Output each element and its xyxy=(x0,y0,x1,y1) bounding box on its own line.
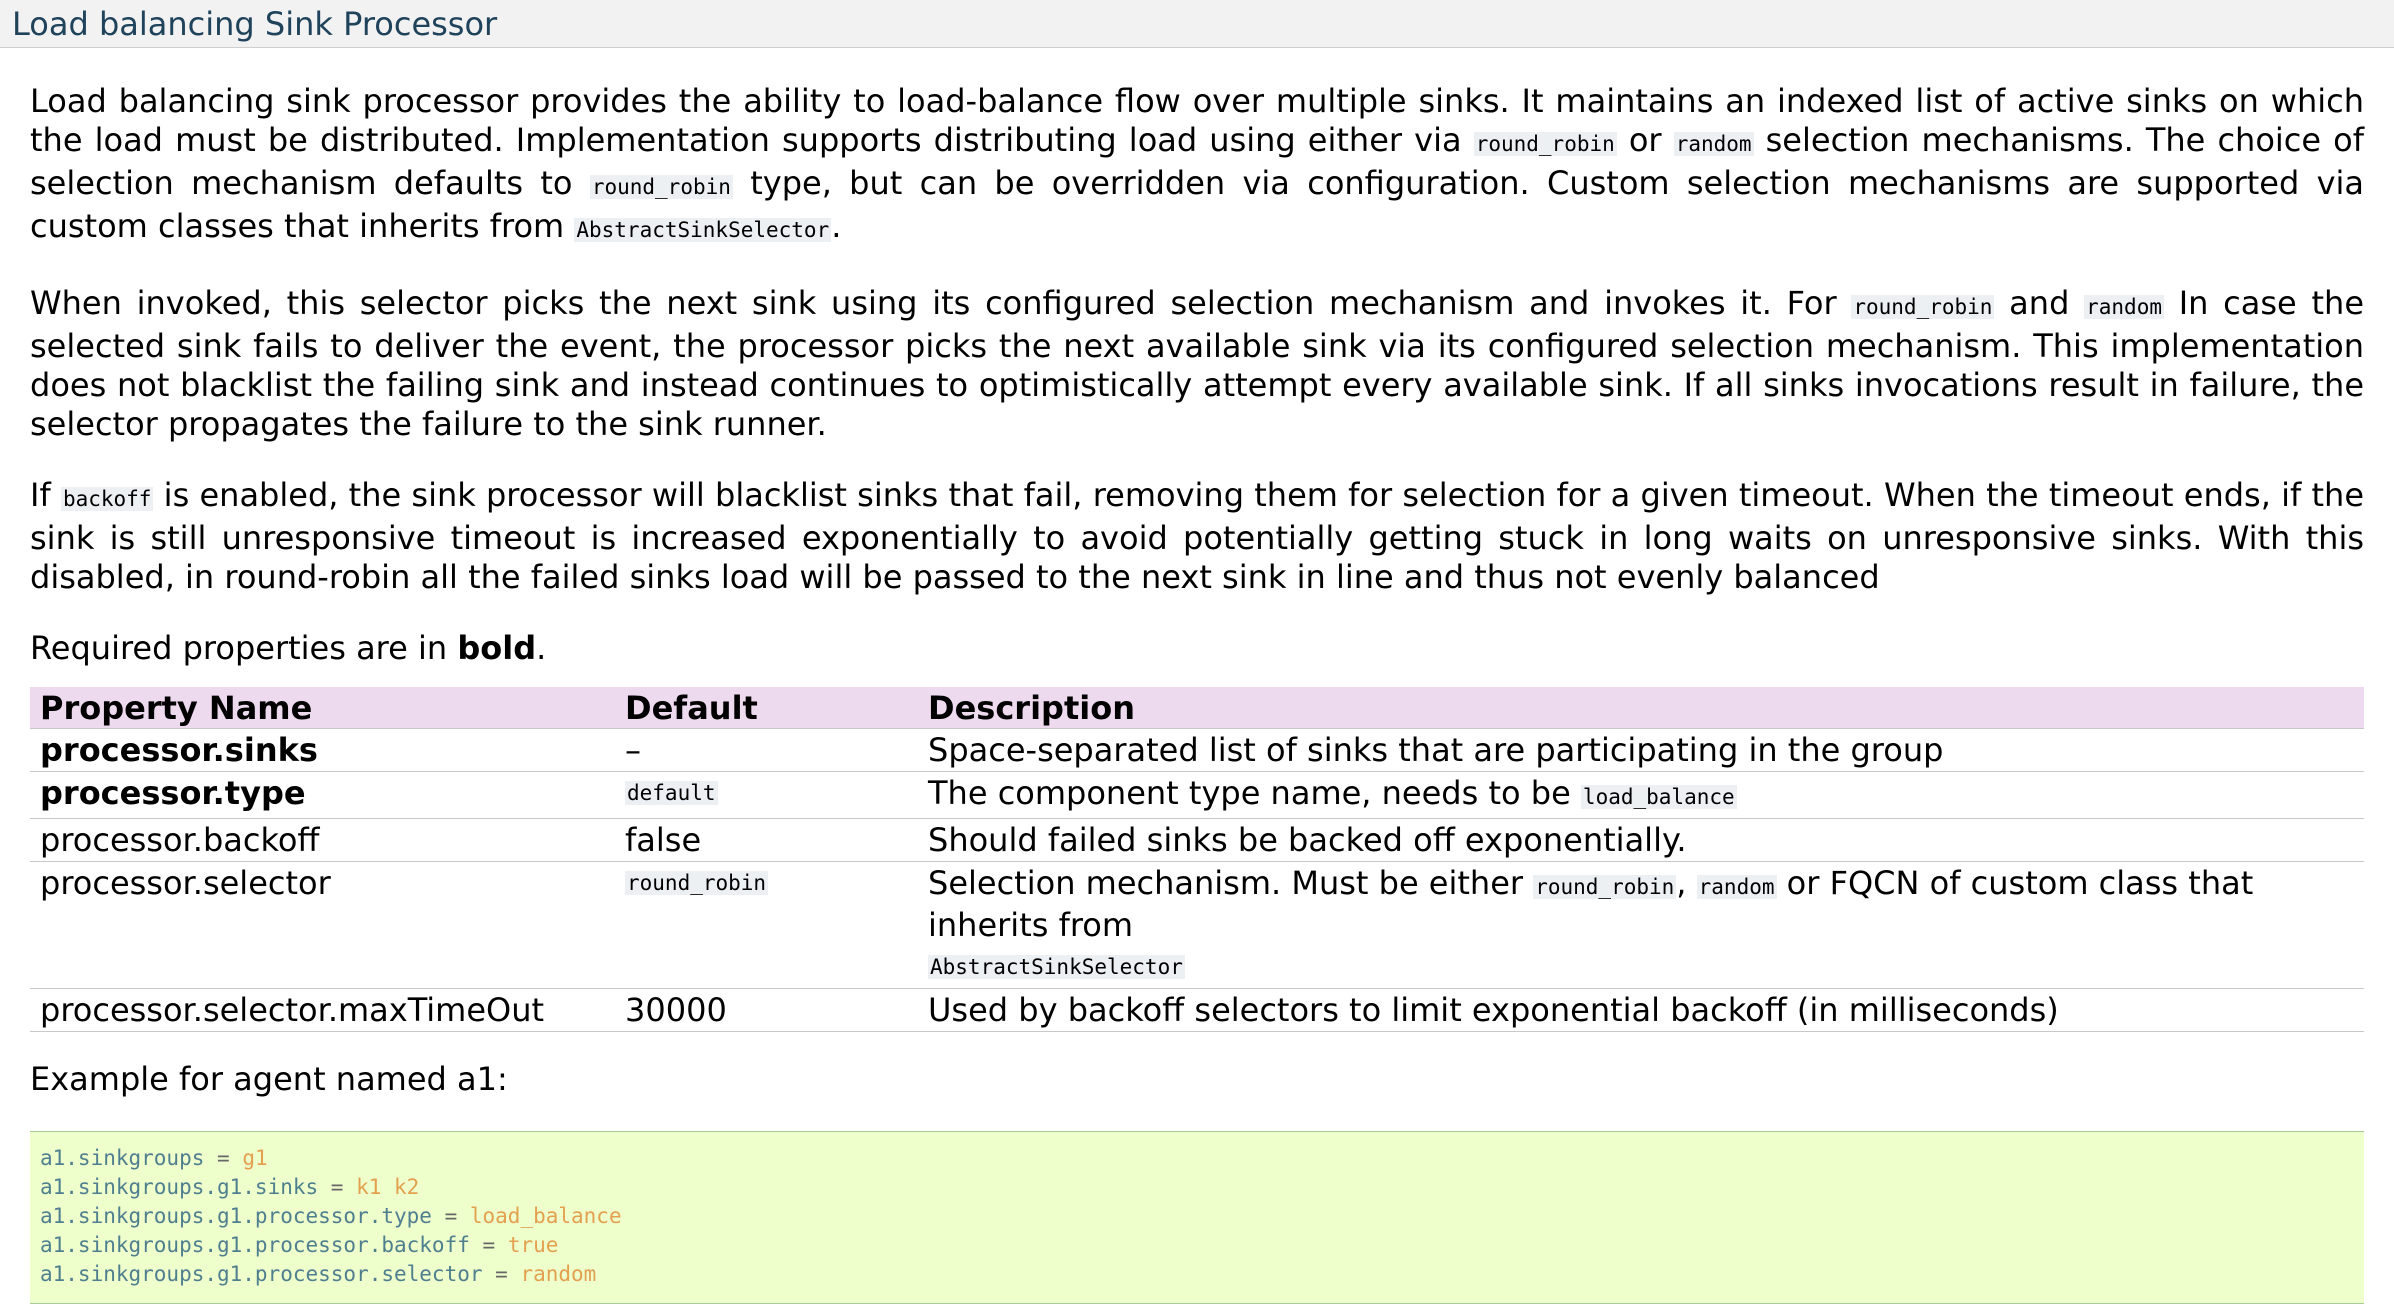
table-header-row xyxy=(30,687,2364,729)
text: Selection mechanism. Must be either xyxy=(928,864,1534,902)
code-value: g1 xyxy=(242,1146,268,1170)
table-row xyxy=(30,819,2364,862)
code-equals: = xyxy=(204,1146,243,1170)
main-content xyxy=(0,82,2394,1304)
inline-code: round_robin xyxy=(1475,132,1615,156)
text: In case the selected sink fails to deliver the event, the processor picks the next available sink via its configured selection mechanism. This implementation does not blacklist the failing sink and instead continues to optimistically attempt every available sink. If all sinks invocations result in failure, the selector propagates the failure to the sink runner. xyxy=(30,284,2365,443)
code-line xyxy=(40,1202,2354,1231)
text: type, but can be overridden via configuration. Custom selection mechanisms are supported via custom classes that inherits from xyxy=(30,164,2365,245)
text: The component type name, needs to be xyxy=(928,774,1581,812)
code-key: a1.sinkgroups.g1.processor.backoff xyxy=(40,1233,470,1257)
required-note xyxy=(30,629,2364,668)
text: or xyxy=(1616,121,1674,159)
backoff-paragraph xyxy=(30,476,2364,597)
property-description xyxy=(918,772,2364,819)
inline-code: AbstractSinkSelector xyxy=(930,955,1183,979)
header-property-name: Property Name xyxy=(30,687,615,729)
inline-code: random xyxy=(2086,295,2162,319)
text: , xyxy=(1676,864,1697,902)
property-name: processor.selector xyxy=(30,862,615,989)
code-line xyxy=(40,1173,2354,1202)
property-default xyxy=(615,772,918,819)
property-default xyxy=(615,862,918,989)
property-description: Should failed sinks be backed off exponentially. xyxy=(918,819,2364,862)
property-default: 30000 xyxy=(615,989,918,1032)
property-name: processor.type xyxy=(30,772,615,819)
property-name: processor.backoff xyxy=(30,819,615,862)
invocation-paragraph xyxy=(30,284,2364,444)
code-key: a1.sinkgroups.g1.processor.selector xyxy=(40,1262,483,1286)
config-code-block xyxy=(30,1131,2364,1304)
properties-table xyxy=(30,687,2364,1032)
table-row xyxy=(30,862,2364,989)
text: Required properties are in xyxy=(30,629,458,667)
intro-paragraph xyxy=(30,82,2364,250)
code-value: true xyxy=(507,1233,559,1257)
section-header xyxy=(0,0,2394,48)
code-equals: = xyxy=(482,1262,521,1286)
example-heading: Example for agent named a1: xyxy=(30,1060,508,1098)
text: . xyxy=(536,629,547,667)
property-name: processor.sinks xyxy=(30,729,615,772)
inline-code: round_robin xyxy=(591,175,731,199)
code-key: a1.sinkgroups.g1.processor.type xyxy=(40,1204,432,1228)
inline-code: round_robin xyxy=(627,871,767,895)
table-row xyxy=(30,729,2364,772)
code-value: random xyxy=(520,1262,597,1286)
text: or FQCN of custom class that inherits from xyxy=(928,864,2254,944)
text: Load balancing sink processor provides the ability to load-balance flow over multiple sinks. It maintains an indexed list of active sinks on which the load must be distributed. Implementation supports distributing load using either via xyxy=(30,82,2364,159)
code-key: a1.sinkgroups xyxy=(40,1146,205,1170)
text: If xyxy=(30,476,61,514)
inline-code: round_robin xyxy=(1535,875,1675,899)
code-line xyxy=(40,1144,2354,1173)
text: . xyxy=(831,207,842,245)
inline-code: backoff xyxy=(62,487,152,511)
property-description: Used by backoff selectors to limit exponential backoff (in milliseconds) xyxy=(918,989,2364,1032)
code-line xyxy=(40,1260,2354,1289)
header-description: Description xyxy=(918,687,2364,729)
page-title: Load balancing Sink Processor xyxy=(12,4,498,43)
text: is enabled, the sink processor will blacklist sinks that fail, removing them for selection for a given timeout. When the timeout ends, if the sink is still unresponsive timeout is increased exponentially to avoid potentially getting stuck in long waits on unresponsive sinks. With this disabled, in round-robin all the failed sinks load will be passed to the next sink in line and thus not evenly balanced xyxy=(30,476,2365,596)
code-equals: = xyxy=(469,1233,508,1257)
property-name: processor.selector.maxTimeOut xyxy=(30,989,615,1032)
code-key: a1.sinkgroups.g1.sinks xyxy=(40,1175,319,1199)
text: and xyxy=(1994,284,2085,322)
property-description xyxy=(918,862,2364,989)
header-default: Default xyxy=(615,687,918,729)
code-value: load_balance xyxy=(469,1204,622,1228)
inline-code: random xyxy=(1698,875,1775,899)
property-description: Space-separated list of sinks that are participating in the group xyxy=(918,729,2364,772)
inline-code: default xyxy=(627,781,716,805)
code-line xyxy=(40,1231,2354,1260)
property-default: false xyxy=(615,819,918,862)
text: selection mechanisms. The choice of selection mechanism defaults to xyxy=(30,121,2365,202)
table-row xyxy=(30,989,2364,1032)
code-value: k1 k2 xyxy=(356,1175,420,1199)
inline-code: random xyxy=(1675,132,1752,156)
code-equals: = xyxy=(318,1175,357,1199)
text: When invoked, this selector picks the next sink using its configured selection mechanism and invokes it. For xyxy=(30,284,1852,322)
inline-code: AbstractSinkSelector xyxy=(576,218,830,242)
inline-code: round_robin xyxy=(1853,295,1993,319)
table-row xyxy=(30,772,2364,819)
property-default: – xyxy=(615,729,918,772)
inline-code: load_balance xyxy=(1582,785,1735,809)
code-equals: = xyxy=(431,1204,470,1228)
bold-text: bold xyxy=(457,629,537,667)
